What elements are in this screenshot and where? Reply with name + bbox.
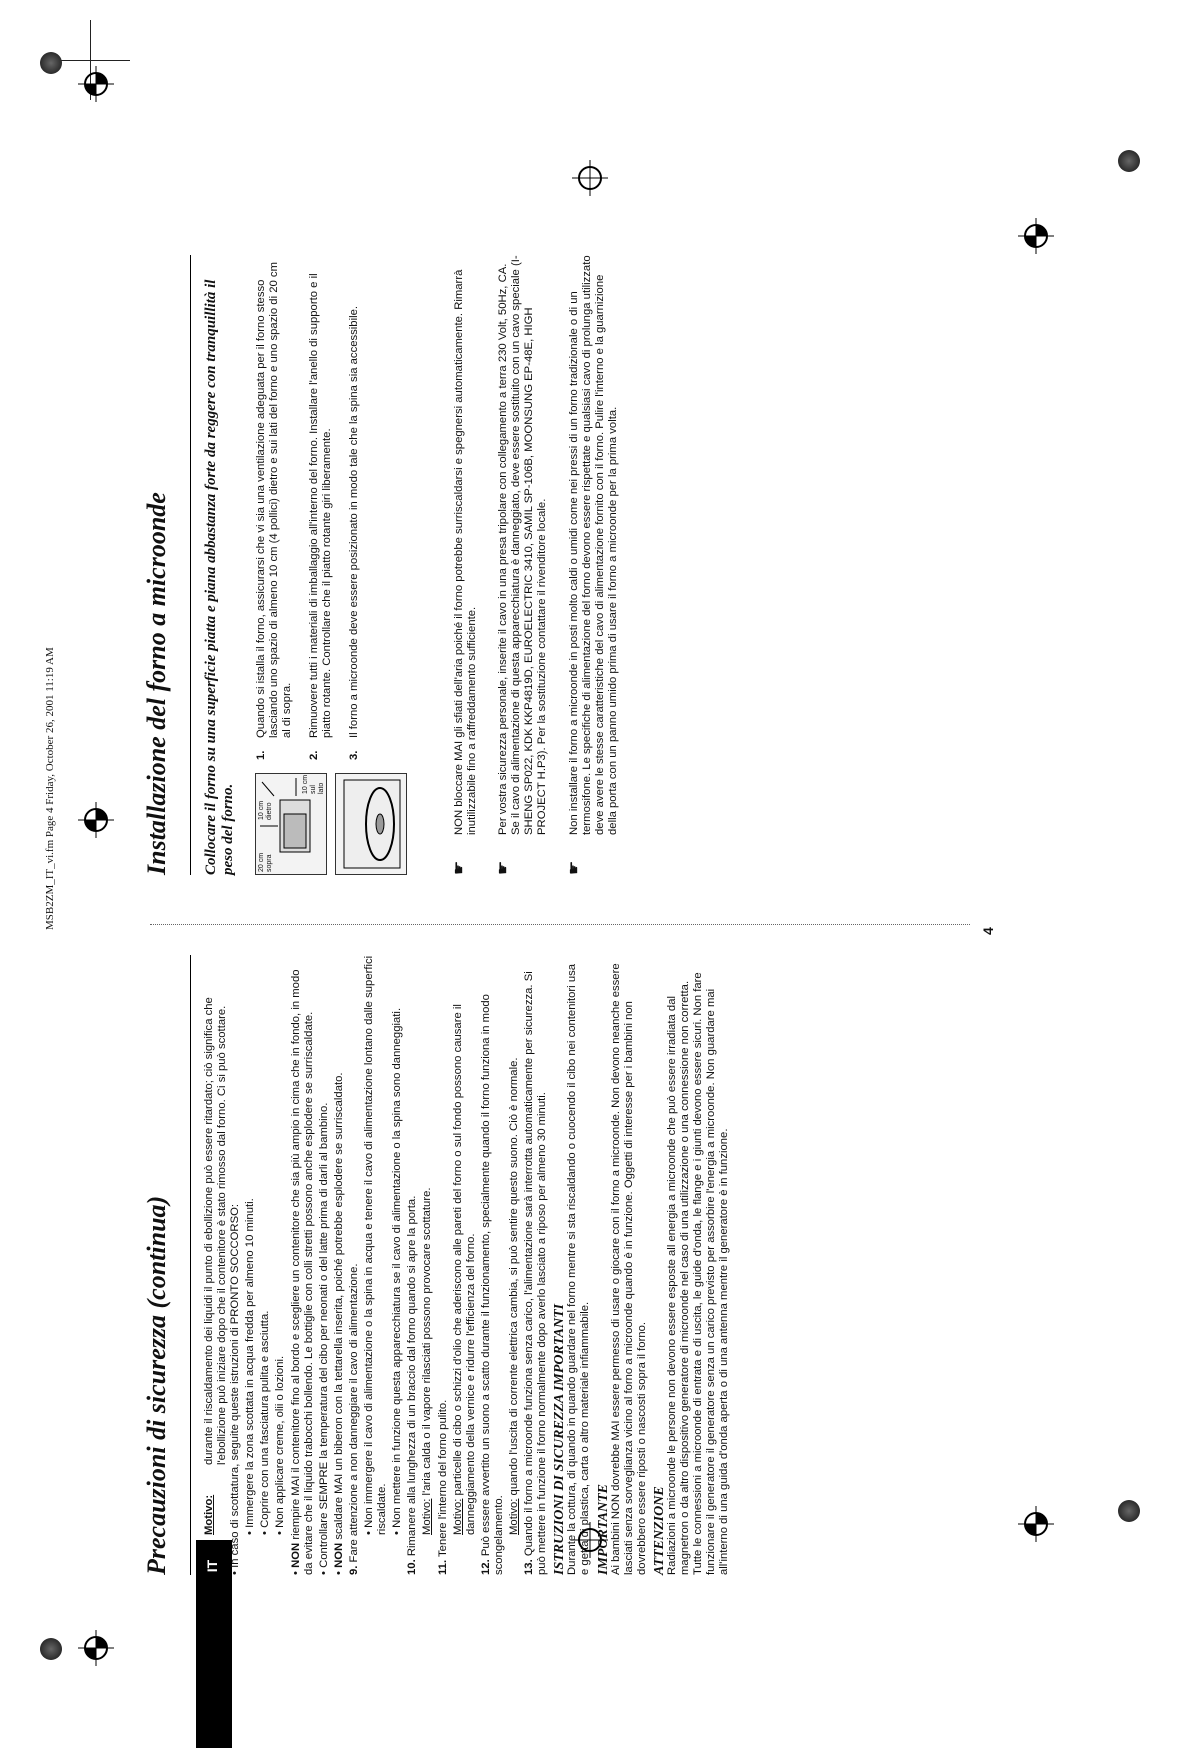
item-text: Tenere l'interno del forno pulito. (436, 1399, 449, 1557)
figure-label-text: 20 cm (258, 852, 265, 872)
motivo-label: Motivo: (507, 1498, 520, 1535)
motivo-label: Motivo: (421, 1498, 434, 1535)
registration-mark-icon (78, 66, 114, 102)
note-text: NON bloccare MAI gli sfiati dell'aria poiché il forno potrebbe surriscaldarsi e spegnersi automaticamente. Rimarrà inutilizzabile fino a raffreddamento sufficiente. (453, 269, 479, 835)
step-text: Quando si istalla il forno, assicurarsi che vi sia una ventilazione adeguata per il forno stesso lasciando uno spazio di almeno 10 cm (4 pollici) dietro e sui lati del forno e uno spazio di 20 cm al di sopra. (255, 262, 294, 738)
figure-label (302, 774, 326, 794)
step-3: 3. Il forno a microonde deve essere posizionato in modo tale che la spina sia accessibile. (348, 305, 361, 760)
section-heading: ISTRUZIONI DI SICUREZZA IMPORTANTI (552, 1303, 568, 1575)
figure-label-text: sopra (266, 854, 273, 872)
step-2: 2. Rimuovere tutti i materiali di imballaggio all'interno del forno. Installare l'anello di supporto e il piatto rotante. Controllare che il piatto rotante giri liberamente. (308, 255, 334, 760)
list-item: • In caso di scottatura, seguite queste istruzioni di PRONTO SOCCORSO: (229, 1203, 242, 1575)
motivo-line (452, 955, 478, 1575)
item-text: Fare attenzione a non danneggiare il cavo di alimentazione. (347, 1263, 360, 1563)
figure-label-text: 10 cm (302, 774, 309, 794)
scald-step: Immergere la zona scottata in acqua fredda per almeno 10 minuti. (244, 1198, 257, 1528)
right-title: Installazione del forno a microonde (150, 255, 191, 875)
figure-label-text: dietro (266, 802, 273, 820)
list-item: • Coprire con una fasciatura pulita e asciutta. (259, 1310, 272, 1535)
turntable-figure (335, 773, 407, 875)
file-header: MSB2ZM_IT_vi.fm Page 4 Friday, October 26, 2001 11:19 AM (44, 647, 56, 930)
color-patch-icon (1118, 1500, 1140, 1522)
note-text: Non installare il forno a microonde in posti molto caldi o umidi come nei pressi di un forno tradizionale o di un termosifone. Le specifiche di alimentazione del forno devono essere rispettate e qualsiasi cavo di prolunga utilizzato deve avere le stesse caratteristiche del cavo di alimentazione fornito con il forno. Pulire l'interno e la guarnizione della porta con un panno umido prima di usare il forno a microonde per la prima volta. (567, 255, 619, 835)
numbered-item: 13. Quando il forno a microonde funziona senza carico, l'alimentazione sarà interrotta automaticamente per sicurezza. Si può mettere in funzione il forno normalmente dopo averlo lasciato a riposo per almeno 30 minuti. (523, 971, 549, 1575)
list-item: • Non mettere in funzione questa apparecchiatura se il cavo di alimentazione o la spina sono danneggiati. (391, 1007, 404, 1535)
column-divider (150, 924, 970, 925)
left-title: Precauzioni di sicurezza (continua) (150, 955, 191, 1575)
figure-label (258, 853, 274, 872)
item-text: Non mettere in funzione questa apparecchiatura se il cavo di alimentazione o la spina sono danneggiati. (391, 1007, 404, 1528)
note-text: Per vostra sicurezza personale, inserite il cavo in una presa tripolare con collegamento a terra 230 Volt, 50Hz, CA. Se il cavo di alimentazione di questa apparecchiatura è danneggiato, deve essere sostituito con un cavo speciale (I-SHENG SP022, KDK KKP4819D, EUROELECTRIC 3410, SAMIL SP-106B, MOONSUNG EP-48E, HIGH PROJECT H.P3). Per la sostituzione contattare il rivenditore locale. (497, 255, 549, 835)
color-patch-icon (40, 52, 62, 74)
registration-mark-icon (78, 802, 114, 838)
section-heading: ATTENZIONE (651, 1486, 667, 1575)
paragraph: Ai bambini NON dovrebbe MAI essere permesso di usare o giocare con il forno a microonde. Non devono neanche essere lasciati senza sorveglianza vicino al forno a microonde quando è in funzione. Oggetti di interesse per i bambini non dovrebbero essere riposti o nascosti sopra il forno. (609, 963, 648, 1575)
page-number: 4 (980, 927, 996, 935)
motivo-label: Motivo: (451, 1498, 464, 1535)
registration-mark-icon (78, 1630, 114, 1666)
crop-mark (50, 60, 130, 61)
bullet-text: scaldare MAI un biberon con la tettarella inserita, poiché potrebbe esplodere se surriscaldato. (332, 1072, 345, 1540)
installation-column (142, 255, 638, 875)
numbered-item: 11. Tenere l'interno del forno pulito. (436, 1399, 449, 1575)
motivo-text: particelle di cibo o schizzi d'olio che aderiscono alle pareti del forno o sul fondo possono causare il danneggiamento della vernice e ridurre l'efficienza del forno. (451, 1004, 477, 1535)
scald-step: Coprire con una fasciatura pulita e asciutta. (259, 1310, 272, 1528)
note-block (497, 255, 549, 875)
motivo-line (421, 955, 434, 1575)
numbered-item: 12. Può essere avvertito un suono a scatto durante il funzionamento, specialmente quando il forno funziona in modo scongelamento. (479, 994, 505, 1575)
figure-label-text: sul lato (310, 782, 325, 794)
steps-block (255, 255, 435, 875)
step-text: Rimuovere tutti i materiali di imballaggio all'interno del forno. Installare l'anello di supporto e il piatto rotante. Controllare che il piatto rotante giri liberamente. (308, 273, 334, 738)
list-item: • NON scaldare MAI un biberon con la tettarella inserita, poiché potrebbe esplodere se surriscaldato. (332, 1072, 345, 1575)
figure-label (258, 801, 274, 820)
numbered-item: 10. Rimanere alla lunghezza di un braccio dal forno quando si apre la porta. (406, 1195, 419, 1575)
lead-paragraph: Collocare il forno su una superficie piatta e piana abbastanza forte da reggere con tranquillità il peso del forno. (203, 279, 236, 875)
item-text: Rimanere alla lunghezza di un braccio dal forno quando si apre la porta. (406, 1195, 419, 1557)
step-1: 1. Quando si istalla il forno, assicurarsi che vi sia una ventilazione adeguata per il forno stesso lasciando uno spazio di almeno 10 cm (4 pollici) dietro e sui lati del forno e uno spazio di 20 cm al di sopra. (255, 255, 294, 760)
item-text: Non immergere il cavo di alimentazione o la spina in acqua e tenere il cavo di alimentazione lontano dalle superfici riscaldate. (363, 955, 389, 1535)
note-block (453, 255, 479, 875)
turntable-icon (336, 774, 406, 874)
note-block (565, 255, 620, 875)
page-content (142, 215, 1050, 1575)
list-item: • NON riempire MAI il contenitore fino al bordo e scegliere un contenitore che sia più ampio in cima che in fondo, in modo da evitare che il liquido trabocchi bollendo. Le bottiglie con colli stretti possono anche esplodere se surriscaldate. (289, 969, 315, 1575)
pointing-hand-icon: ☛ (565, 860, 583, 875)
paragraph: Durante la cottura, di quando in quando guardare nel forno mentre si sta riscaldando o cuocendo il cibo nei contenitori usa e getta di plastica, carta o altro materiale infiammabile. (566, 963, 592, 1575)
motivo-text: l'aria calda o il vapore rilasciati possono provocare scottature. (421, 1187, 434, 1496)
pointing-hand-icon: ☛ (495, 860, 513, 875)
bullet-text: Controllare SEMPRE la temperatura del cibo per neonati o del latte prima di darli al bambino. (317, 1102, 330, 1568)
motivo-block (203, 955, 229, 1575)
figure-label-text: 10 cm (258, 800, 265, 820)
list-item: • Non immergere il cavo di alimentazione o la spina in acqua e tenere il cavo di alimentazione lontano dalle superfici riscaldate. (363, 955, 389, 1535)
item-text: Può essere avvertito un suono a scatto durante il funzionamento, specialmente quando il forno funziona in modo scongelamento. (479, 994, 505, 1575)
section-heading: IMPORTANTE (595, 1483, 611, 1575)
color-patch-icon (40, 1638, 62, 1660)
item-text: Quando il forno a microonde funziona senza carico, l'alimentazione sarà interrotta automaticamente per sicurezza. Si può mettere in funzione il forno normalmente dopo averlo lasciato a riposo per almeno 30 minuti. (523, 971, 549, 1575)
list-item: • Non applicare creme, olii o lozioni. (274, 1355, 287, 1535)
motivo-text: quando l'uscita di corrente elettrica cambia, si può sentire questo suono. Ciò è normale. (507, 1057, 520, 1496)
bullet-text: riempire MAI il contenitore fino al bordo e scegliere un contenitore che sia più ampio in cima che in fondo, in modo da evitare che il liquido trabocchi bollendo. Le bottiglie con colli stretti possono anche esplodere se surriscaldate. (289, 969, 315, 1575)
motivo-text: durante il riscaldamento dei liquidi il punto di ebollizione può essere ritardato; ciò significa che l'ebollizione può iniziare dopo che il contenitore è stato rimosso dal forno. Ci si può scottare. (203, 997, 229, 1465)
numbered-item: 9. Fare attenzione a non danneggiare il cavo di alimentazione. (347, 1263, 360, 1575)
scald-intro: In caso di scottatura, seguite queste istruzioni di PRONTO SOCCORSO: (229, 1203, 242, 1568)
paragraph: Radiazioni a microonde le persone non devono essere esposte all energia a microonde che può essere irradiata dal magnetron o da altro dispositivo generatore di microonde nel caso di una utilizzazione o una connessione non corretta. Tutte le connessioni a microonde di entrata e di uscita, le guide d'onda, le flange e i giunti devono essere sicuri. Non fare funzionare il generatore il generatore senza un carico previsto per assorbire l'energia a microonde. Non guardare mai all'interno di una guida d'onda aperta o di una antenna mentre il generatore è in funzione. (666, 972, 731, 1575)
color-patch-icon (1118, 150, 1140, 172)
pointing-hand-icon: ☛ (451, 860, 468, 875)
emphasis: NON (289, 1542, 302, 1568)
oven-clearance-figure (255, 773, 327, 875)
safety-column (142, 955, 733, 1575)
language-tab-label: IT (204, 1559, 221, 1573)
emphasis: NON (332, 1542, 345, 1568)
registration-mark-icon (572, 160, 608, 196)
list-item: • Immergere la zona scottata in acqua fredda per almeno 10 minuti. (244, 1198, 257, 1535)
motivo-line (508, 955, 521, 1575)
step-text: Il forno a microonde deve essere posizionato in modo tale che la spina sia accessibile. (348, 305, 361, 738)
list-item: • Controllare SEMPRE la temperatura del cibo per neonati o del latte prima di darli al bambino. (317, 1102, 330, 1575)
motivo-label: Motivo: (203, 1494, 215, 1535)
scald-step: Non applicare creme, olii o lozioni. (274, 1355, 287, 1528)
